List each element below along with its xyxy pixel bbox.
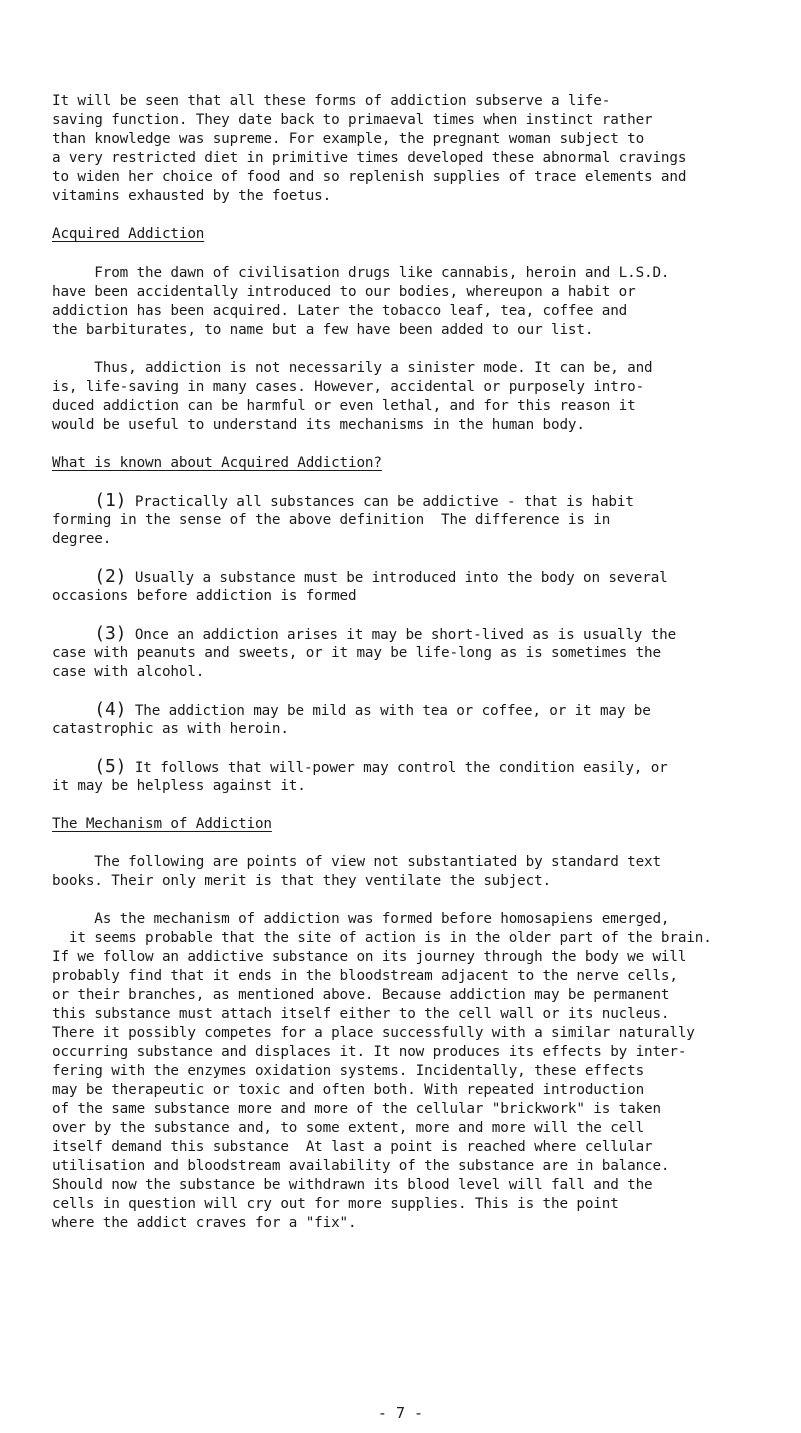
- numbered-point-5: [52, 757, 668, 778]
- paragraph-5-line: Should now the substance be withdrawn its blood level will fall and the: [52, 1177, 653, 1193]
- paragraph-3-line: Thus, addiction is not necessarily a sinister mode. It can be, and: [52, 360, 653, 376]
- paragraph-5-line: where the addict craves for a "fix".: [52, 1215, 357, 1231]
- paragraph-3-line: duced addiction can be harmful or even lethal, and for this reason it: [52, 398, 636, 414]
- paragraph-5-line: fering with the enzymes oxidation systems. Incidentally, these effects: [52, 1063, 645, 1079]
- paragraph-4-line: books. Their only merit is that they ventilate the subject.: [52, 873, 551, 889]
- paragraph-1-line: to widen her choice of food and so replenish supplies of trace elements and: [52, 169, 687, 185]
- point-number: (4): [94, 699, 127, 720]
- point-text: Practically all substances can be addictive - that is habit: [126, 494, 634, 510]
- point-text: It follows that will-power may control the condition easily, or: [126, 760, 668, 776]
- paragraph-2-line: addiction has been acquired. Later the tobacco leaf, tea, coffee and: [52, 303, 628, 319]
- paragraph-2-line: the barbiturates, to name but a few have been added to our list.: [52, 322, 594, 338]
- point-3-line: case with peanuts and sweets, or it may be life-long as is sometimes the: [52, 645, 661, 661]
- numbered-point-1: [52, 491, 634, 512]
- point-number: (1): [94, 490, 127, 511]
- paragraph-5-line: cells in question will cry out for more supplies. This is the point: [52, 1196, 619, 1212]
- point-number: (5): [94, 756, 127, 777]
- section-heading-acquired-addiction: Acquired Addiction: [52, 226, 205, 242]
- paragraph-5-line: this substance must attach itself either to the cell wall or its nucleus.: [52, 1006, 670, 1022]
- point-number: (2): [94, 566, 127, 587]
- paragraph-2-line: have been accidentally introduced to our bodies, whereupon a habit or: [52, 284, 636, 300]
- point-text: The addiction may be mild as with tea or coffee, or it may be: [126, 703, 651, 719]
- paragraph-5-line: As the mechanism of addiction was formed before homosapiens emerged,: [52, 911, 670, 927]
- point-2-line: occasions before addiction is formed: [52, 588, 357, 604]
- paragraph-5-line: it seems probable that the site of action is in the older part of the brain.: [52, 930, 712, 946]
- paragraph-5-line: or their branches, as mentioned above. Because addiction may be permanent: [52, 987, 670, 1003]
- paragraph-5-line: may be therapeutic or toxic and often both. With repeated introduction: [52, 1082, 645, 1098]
- paragraph-3-line: would be useful to understand its mechanisms in the human body.: [52, 417, 585, 433]
- paragraph-1-line: vitamins exhausted by the foetus.: [52, 188, 332, 204]
- paragraph-1-line: It will be seen that all these forms of addiction subserve a life-: [52, 93, 611, 109]
- paragraph-5-line: There it possibly competes for a place successfully with a similar naturally: [52, 1025, 695, 1041]
- section-heading-mechanism: The Mechanism of Addiction: [52, 816, 272, 832]
- section-heading-what-is-known: What is known about Acquired Addiction?: [52, 455, 382, 471]
- point-5-line: it may be helpless against it.: [52, 778, 306, 794]
- paragraph-3-line: is, life-saving in many cases. However, accidental or purposely intro-: [52, 379, 645, 395]
- numbered-point-3: [52, 624, 676, 645]
- paragraph-5-line: itself demand this substance At last a point is reached where cellular: [52, 1139, 653, 1155]
- paragraph-2-line: From the dawn of civilisation drugs like cannabis, heroin and L.S.D.: [52, 265, 670, 281]
- paragraph-5-line: of the same substance more and more of the cellular "brickwork" is taken: [52, 1101, 661, 1117]
- paragraph-5-line: occurring substance and displaces it. It now produces its effects by inter-: [52, 1044, 687, 1060]
- paragraph-1-line: than knowledge was supreme. For example, the pregnant woman subject to: [52, 131, 645, 147]
- paragraph-1-line: a very restricted diet in primitive times developed these abnormal cravings: [52, 150, 687, 166]
- point-1-line: degree.: [52, 531, 112, 547]
- point-text: Once an addiction arises it may be short-lived as is usually the: [126, 627, 677, 643]
- point-text: Usually a substance must be introduced into the body on several: [126, 570, 668, 586]
- point-number: (3): [94, 623, 127, 644]
- numbered-point-2: [52, 567, 668, 588]
- paragraph-1-line: saving function. They date back to primaeval times when instinct rather: [52, 112, 653, 128]
- paragraph-4-line: The following are points of view not substantiated by standard text: [52, 854, 661, 870]
- point-4-line: catastrophic as with heroin.: [52, 721, 289, 737]
- page-number: - 7 -: [377, 1404, 424, 1422]
- paragraph-5-line: over by the substance and, to some extent, more and more will the cell: [52, 1120, 645, 1136]
- point-3-line: case with alcohol.: [52, 664, 205, 680]
- numbered-point-4: [52, 700, 651, 721]
- point-1-line: forming in the sense of the above definition The difference is in: [52, 512, 611, 528]
- paragraph-5-line: utilisation and bloodstream availability of the substance are in balance.: [52, 1158, 670, 1174]
- paragraph-5-line: probably find that it ends in the bloodstream adjacent to the nerve cells,: [52, 968, 678, 984]
- paragraph-5-line: If we follow an addictive substance on its journey through the body we will: [52, 949, 687, 965]
